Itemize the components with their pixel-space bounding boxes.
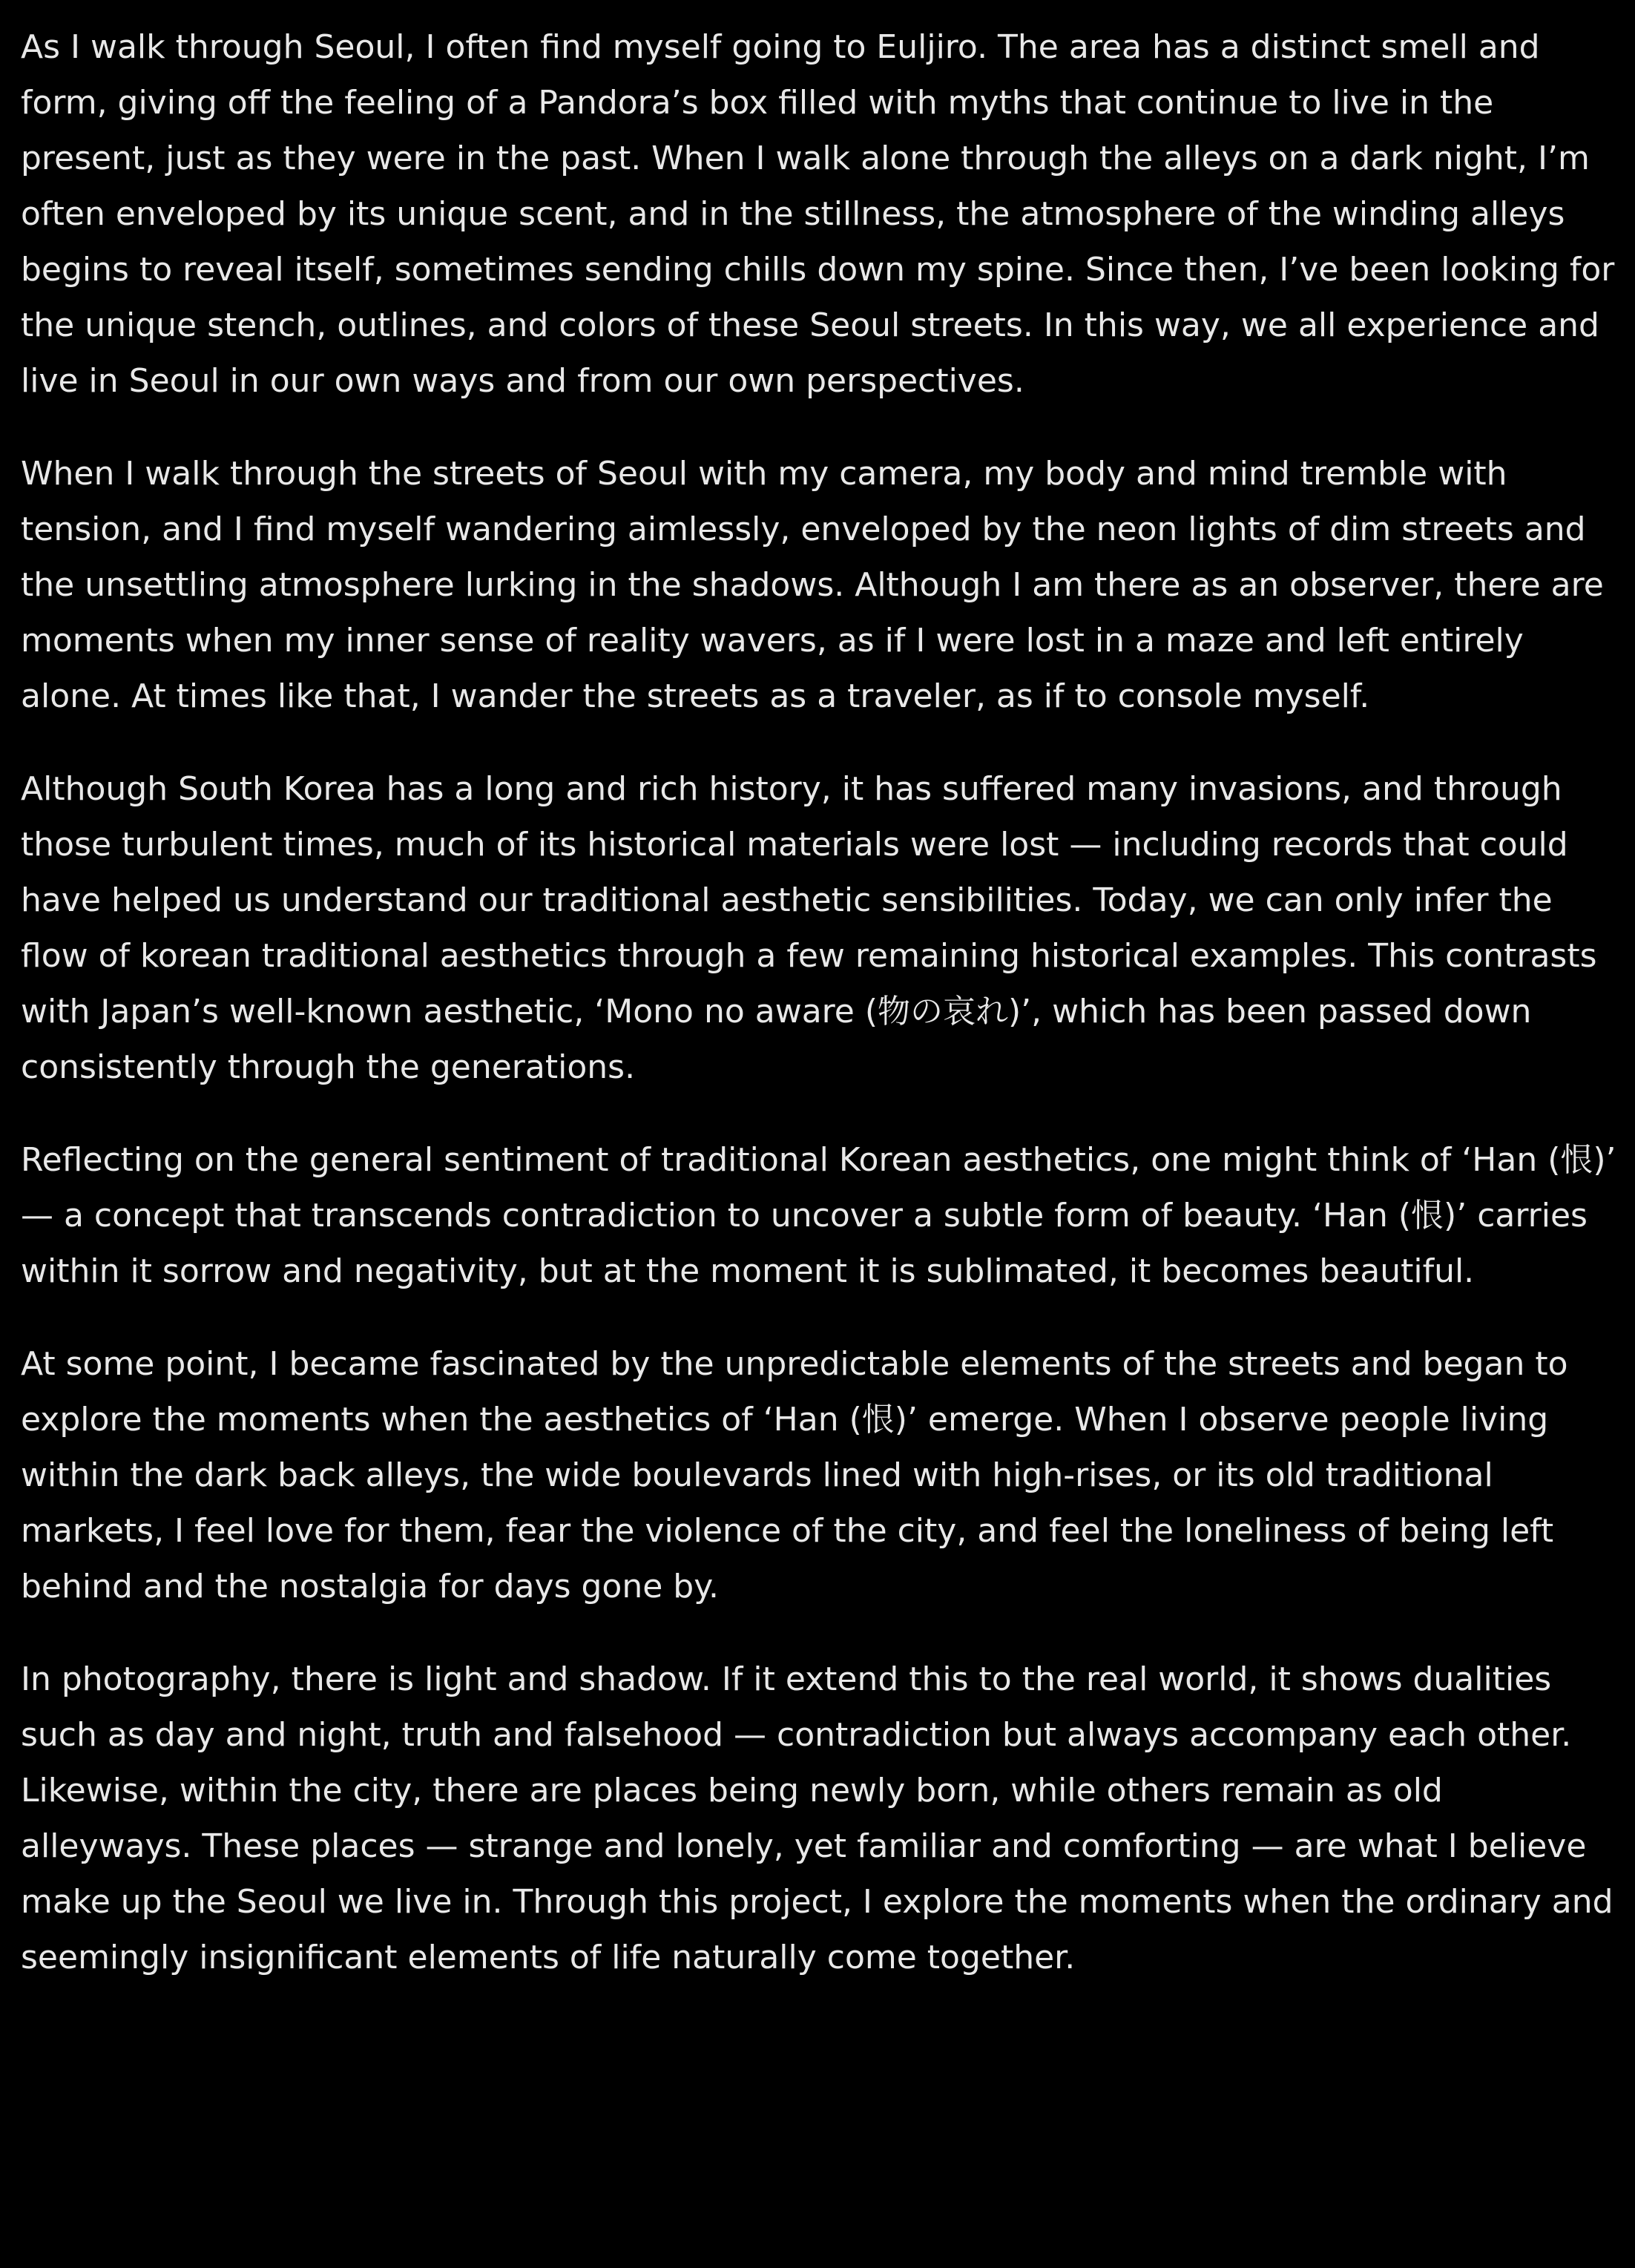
essay-paragraph-1: As I walk through Seoul, I often find myself going to Euljiro. The area has a distinct smell and form, giving off the feeling of a Pandora’s box filled with myths that continue to live in the present, just as they were in the past. When I walk alone through the alleys on a dark night, I’m often enveloped by its unique scent, and in the stillness, the atmosphere of the winding alleys begins to reveal itself, sometimes sending chills down my spine. Since then, I’ve been looking for the unique stench, outlines, and colors of these Seoul streets. In this way, we all experience and live in Seoul in our own ways and from our own perspectives. (21, 28, 1615, 400)
essay-body (21, 19, 1617, 1985)
essay-paragraph-5: At some point, I became fascinated by the unpredictable elements of the streets and began to explore the moments when the aesthetics of ‘Han (恨)’ emerge. When I observe people living within the dark back alleys, the wide boulevards lined with high-rises, or its old traditional markets, I feel love for them, fear the violence of the city, and feel the loneliness of being left behind and the nostalgia for days gone by. (21, 1345, 1568, 1605)
essay-paragraph-3: Although South Korea has a long and rich history, it has suffered many invasions, and through those turbulent times, much of its historical materials were lost — including records that could have helped us understand our traditional aesthetic sensibilities. Today, we can only infer the flow of korean traditional aesthetics through a few remaining historical examples. This contrasts with Japan’s well-known aesthetic, ‘Mono no aware (物の哀れ)’, which has been passed down consistently through the generations. (21, 770, 1597, 1086)
essay-paragraph-2: When I walk through the streets of Seoul with my camera, my body and mind tremble with tension, and I find myself wandering aimlessly, enveloped by the neon lights of dim streets and the unsettling atmosphere lurking in the shadows. Although I am there as an observer, there are moments when my inner sense of reality wavers, as if I were lost in a maze and left entirely alone. At times like that, I wander the streets as a traveler, as if to console myself. (21, 455, 1604, 715)
essay-paragraph-4: Reflecting on the general sentiment of traditional Korean aesthetics, one might think of ‘Han (恨)’ — a concept that transcends contradiction to uncover a subtle form of beauty. ‘Han (恨)’ carries within it sorrow and negativity, but at the moment it is sublimated, it becomes beautiful. (21, 1141, 1616, 1290)
essay-paragraph-6: In photography, there is light and shadow. If it extend this to the real world, it shows dualities such as day and night, truth and falsehood — contradiction but always accompany each other. Likewise, within the city, there are places being newly born, while others remain as old alleyways. These places — strange and lonely, yet familiar and comforting — are what I believe make up the Seoul we live in. Through this project, I explore the moments when the ordinary and seemingly insignificant elements of life naturally come together. (21, 1660, 1613, 1976)
